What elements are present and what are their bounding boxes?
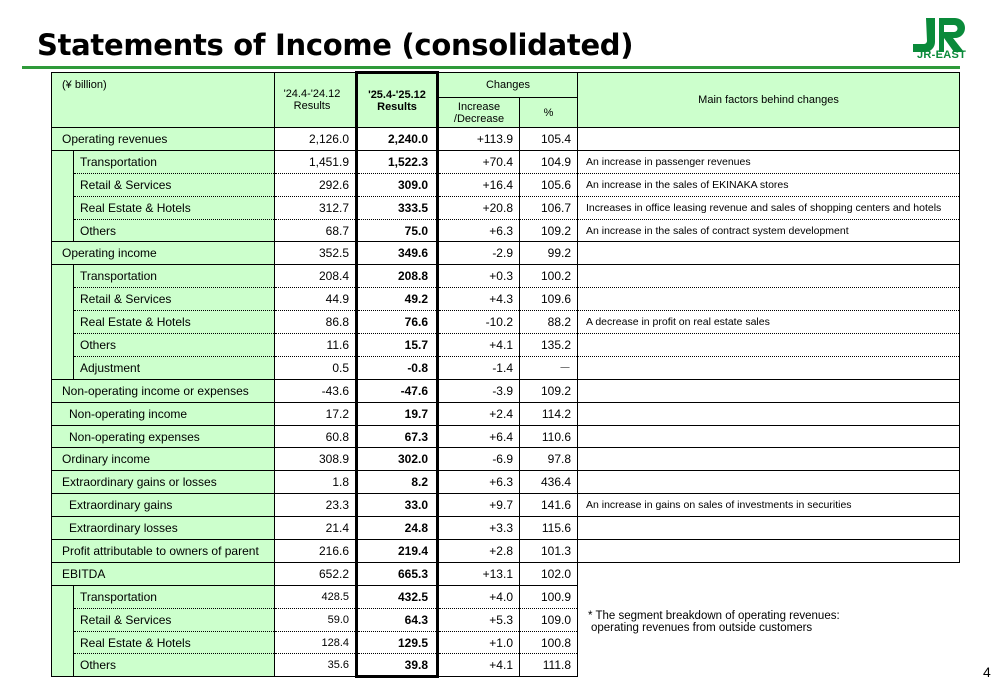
factors-header: Main factors behind changes [578,73,960,128]
row-indent [52,334,74,357]
table-row [52,265,960,288]
prev-period-label: '24.4-'24.12 [283,88,341,100]
curr-value: 219.4 [357,540,438,563]
prev-value: 428.5 [275,585,357,608]
prev-value: 44.9 [275,288,357,311]
curr-value: 76.6 [357,311,438,334]
percent-value: 110.6 [520,425,578,448]
percent-value: 102.0 [520,562,578,585]
row-label: Retail & Services [74,608,275,631]
prev-value: 35.6 [275,654,357,677]
curr-value: -0.8 [357,356,438,379]
curr-value: 129.5 [357,631,438,654]
title-divider [22,66,960,69]
row-label: Transportation [74,150,275,173]
change-value: -2.9 [438,242,520,265]
percent-value: 109.6 [520,288,578,311]
factor-text [578,425,960,448]
row-label: Non-operating income [52,402,275,425]
table-row [52,448,960,471]
row-indent [52,585,74,608]
factor-text [578,448,960,471]
factor-text [578,334,960,357]
curr-value: 302.0 [357,448,438,471]
change-value: +6.3 [438,219,520,242]
curr-value: 309.0 [357,173,438,196]
percent-value: 104.9 [520,150,578,173]
percent-value: 100.2 [520,265,578,288]
percent-value: 135.2 [520,334,578,357]
factor-text: An increase in the sales of contract system development [578,219,960,242]
row-label: Non-operating expenses [52,425,275,448]
row-label: Real Estate & Hotels [74,311,275,334]
curr-value: 39.8 [357,654,438,677]
change-value: -6.9 [438,448,520,471]
curr-value: 24.8 [357,517,438,540]
percent-value: 106.7 [520,196,578,219]
row-label: Retail & Services [74,288,275,311]
curr-value: 33.0 [357,494,438,517]
percent-value: 100.9 [520,585,578,608]
table-row [52,562,960,585]
curr-value: 19.7 [357,402,438,425]
change-value: +20.8 [438,196,520,219]
percent-value: 88.2 [520,311,578,334]
change-value: +2.4 [438,402,520,425]
table-row [52,402,960,425]
factor-text [578,402,960,425]
factor-text [578,128,960,151]
curr-value: 1,522.3 [357,150,438,173]
row-indent [52,173,74,196]
percent-value: 99.2 [520,242,578,265]
prev-value: 0.5 [275,356,357,379]
row-label: Others [74,334,275,357]
change-value: +4.3 [438,288,520,311]
curr-value: 8.2 [357,471,438,494]
income-statement-table [51,71,960,678]
footnote-line-1: * The segment breakdown of operating revenues: [588,610,840,623]
row-label: Transportation [74,265,275,288]
row-label: Operating income [52,242,275,265]
change-value: +4.1 [438,334,520,357]
prev-value: 292.6 [275,173,357,196]
factor-text [578,379,960,402]
table-row [52,196,960,219]
table-row [52,494,960,517]
percent-value: － [520,356,578,379]
change-value: -1.4 [438,356,520,379]
row-label: Profit attributable to owners of parent [52,540,275,563]
percent-value: 141.6 [520,494,578,517]
row-indent [52,196,74,219]
curr-value: 75.0 [357,219,438,242]
row-indent [52,265,74,288]
factor-text [578,288,960,311]
change-value: +113.9 [438,128,520,151]
curr-value: 432.5 [357,585,438,608]
factor-text: An increase in gains on sales of investments in securities [578,494,960,517]
row-label: Non-operating income or expenses [52,379,275,402]
change-value: +0.3 [438,265,520,288]
prev-value: 1,451.9 [275,150,357,173]
percent-value: 115.6 [520,517,578,540]
prev-value: 308.9 [275,448,357,471]
table-row [52,128,960,151]
page-number: 4 [983,664,991,680]
footnote [578,562,960,676]
row-label: Retail & Services [74,173,275,196]
table-row [52,334,960,357]
changes-header: Changes [438,73,578,98]
increase-header [438,98,520,128]
prev-value: 68.7 [275,219,357,242]
percent-value: 105.6 [520,173,578,196]
change-value: +6.4 [438,425,520,448]
prev-value: 86.8 [275,311,357,334]
percent-value: 100.8 [520,631,578,654]
factor-text [578,242,960,265]
factor-text [578,356,960,379]
percent-value: 111.8 [520,654,578,677]
change-value: +2.8 [438,540,520,563]
row-label: EBITDA [52,562,275,585]
change-value: +9.7 [438,494,520,517]
curr-period-label: '25.4-'25.12 [368,88,426,101]
prev-value: 21.4 [275,517,357,540]
row-indent [52,219,74,242]
factor-text: An increase in passenger revenues [578,150,960,173]
percent-value: 105.4 [520,128,578,151]
change-value: +4.0 [438,585,520,608]
factor-text [578,471,960,494]
row-label: Ordinary income [52,448,275,471]
change-value: +3.3 [438,517,520,540]
decrease-label: /Decrease [453,112,505,125]
factor-text [578,517,960,540]
row-label: Real Estate & Hotels [74,631,275,654]
row-label: Transportation [74,585,275,608]
prev-value: 652.2 [275,562,357,585]
percent-value: 97.8 [520,448,578,471]
prev-value: 208.4 [275,265,357,288]
table-row [52,356,960,379]
row-label: Extraordinary losses [52,517,275,540]
prev-value: 352.5 [275,242,357,265]
percent-value: 109.2 [520,219,578,242]
table-row [52,517,960,540]
prev-period-results: Results [293,100,331,112]
percent-value: 109.2 [520,379,578,402]
change-value: +4.1 [438,654,520,677]
curr-value: -47.6 [357,379,438,402]
prev-value: 312.7 [275,196,357,219]
prev-value: 11.6 [275,334,357,357]
row-label: Others [74,654,275,677]
change-value: +70.4 [438,150,520,173]
table-row [52,425,960,448]
table-row [52,379,960,402]
curr-value: 64.3 [357,608,438,631]
curr-period-results: Results [377,100,417,113]
row-indent [52,311,74,334]
table-row [52,173,960,196]
row-label: Others [74,219,275,242]
factor-text [578,265,960,288]
percent-value: 109.0 [520,608,578,631]
prev-value: 59.0 [275,608,357,631]
prev-value: 23.3 [275,494,357,517]
page-title: Statements of Income (consolidated) [37,28,634,62]
row-indent [52,608,74,631]
curr-value: 49.2 [357,288,438,311]
table-row [52,150,960,173]
row-indent [52,150,74,173]
percent-value: 114.2 [520,402,578,425]
row-indent [52,356,74,379]
prev-value: -43.6 [275,379,357,402]
change-value: +13.1 [438,562,520,585]
prev-value: 17.2 [275,402,357,425]
row-label: Operating revenues [52,128,275,151]
curr-value: 333.5 [357,196,438,219]
factor-text: An increase in the sales of EKINAKA stores [578,173,960,196]
factor-text [578,540,960,563]
table-row [52,471,960,494]
prev-value: 216.6 [275,540,357,563]
factor-text: Increases in office leasing revenue and sales of shopping centers and hotels [578,196,960,219]
row-indent [52,654,74,677]
curr-value: 2,240.0 [357,128,438,151]
change-value: +1.0 [438,631,520,654]
curr-period-header [357,73,438,128]
curr-value: 67.3 [357,425,438,448]
change-value: +16.4 [438,173,520,196]
row-label: Extraordinary gains [52,494,275,517]
table-row [52,219,960,242]
prev-value: 2,126.0 [275,128,357,151]
increase-label: Increase [457,100,501,113]
percent-value: 436.4 [520,471,578,494]
table-row [52,288,960,311]
curr-value: 665.3 [357,562,438,585]
change-value: -3.9 [438,379,520,402]
change-value: -10.2 [438,311,520,334]
unit-label: (¥ billion) [52,73,275,128]
change-value: +5.3 [438,608,520,631]
change-value: +6.3 [438,471,520,494]
percent-value: 101.3 [520,540,578,563]
curr-value: 349.6 [357,242,438,265]
table-row [52,311,960,334]
table-row [52,242,960,265]
row-label: Extraordinary gains or losses [52,471,275,494]
prev-value: 1.8 [275,471,357,494]
logo-text: JR-EAST [917,49,967,61]
prev-value: 128.4 [275,631,357,654]
row-label: Real Estate & Hotels [74,196,275,219]
row-indent [52,631,74,654]
prev-value: 60.8 [275,425,357,448]
prev-period-header [275,73,357,128]
row-label: Adjustment [74,356,275,379]
percent-header: % [520,98,578,128]
curr-value: 208.8 [357,265,438,288]
footnote-line-2: operating revenues from outside customers [591,622,813,635]
table-row [52,540,960,563]
factor-text: A decrease in profit on real estate sales [578,311,960,334]
curr-value: 15.7 [357,334,438,357]
row-indent [52,288,74,311]
